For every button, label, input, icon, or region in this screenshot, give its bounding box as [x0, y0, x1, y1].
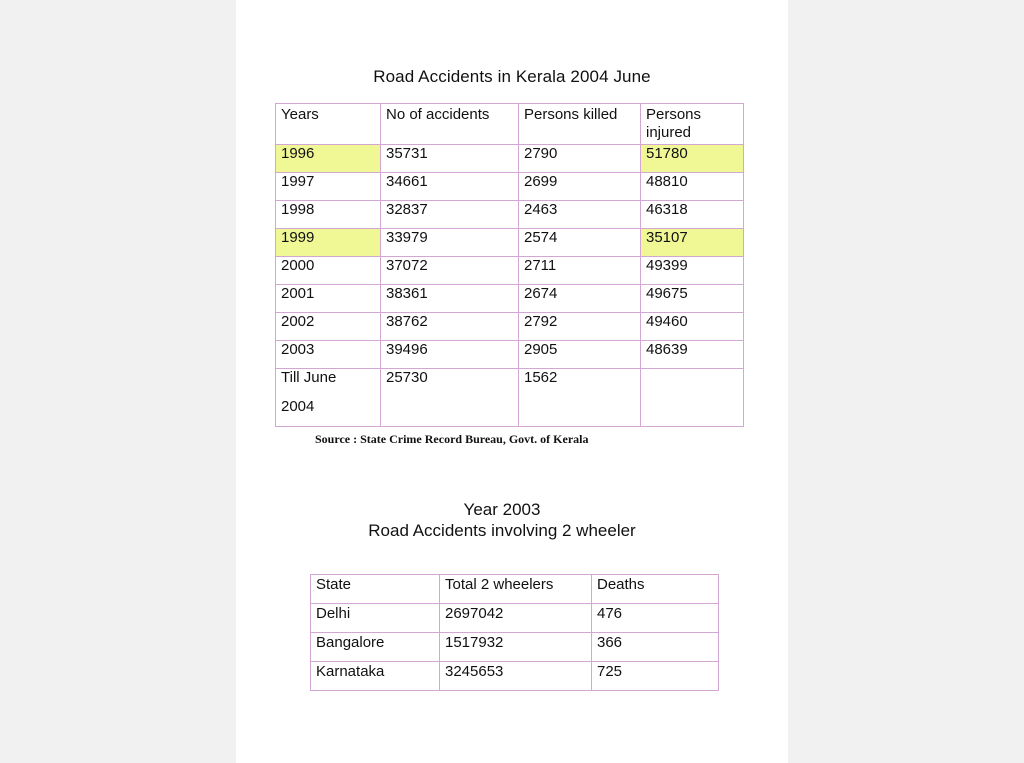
table-row — [276, 145, 744, 173]
killed-cell: 2699 — [519, 173, 641, 201]
injured-cell: 49675 — [641, 285, 744, 313]
killed-cell: 2674 — [519, 285, 641, 313]
killed-cell: 2574 — [519, 229, 641, 257]
table2-title — [236, 499, 768, 541]
two-wheeler-table-body — [311, 575, 719, 691]
year-cell: 1997 — [276, 173, 381, 201]
header-total-2-wheelers: Total 2 wheelers — [440, 575, 592, 604]
accidents-cell: 37072 — [381, 257, 519, 285]
kerala-accidents-table-body — [276, 104, 744, 427]
killed-cell: 2790 — [519, 145, 641, 173]
source-note: Source : State Crime Record Bureau, Govt. of Kerala — [315, 432, 589, 446]
injured-cell: 51780 — [641, 145, 744, 173]
total-cell: 3245653 — [440, 662, 592, 691]
table-row — [276, 173, 744, 201]
table-header-row — [276, 104, 744, 145]
year-cell: 1998 — [276, 201, 381, 229]
year-cell: 1996 — [276, 145, 381, 173]
accidents-cell: 33979 — [381, 229, 519, 257]
kerala-accidents-table — [275, 103, 744, 427]
table2-title-line1: Year 2003 — [463, 500, 541, 519]
injured-cell: 35107 — [641, 229, 744, 257]
table-row — [276, 229, 744, 257]
table-row — [276, 201, 744, 229]
killed-cell: 2792 — [519, 313, 641, 341]
year-cell: 2003 — [276, 341, 381, 369]
accidents-cell: 39496 — [381, 341, 519, 369]
table-row — [276, 313, 744, 341]
year-line2: 2004 — [281, 398, 315, 415]
table-row — [276, 369, 744, 427]
accidents-cell: 35731 — [381, 145, 519, 173]
table1-title: Road Accidents in Kerala 2004 June — [373, 67, 651, 86]
accidents-cell: 32837 — [381, 201, 519, 229]
killed-cell: 2905 — [519, 341, 641, 369]
two-wheeler-table — [310, 574, 719, 691]
year-line1: Till June — [281, 369, 337, 386]
total-cell: 2697042 — [440, 604, 592, 633]
injured-cell — [641, 369, 744, 427]
injured-cell: 48810 — [641, 173, 744, 201]
year-cell: 2000 — [276, 257, 381, 285]
killed-cell: 2463 — [519, 201, 641, 229]
state-cell: Bangalore — [311, 633, 440, 662]
accidents-cell: 38762 — [381, 313, 519, 341]
header-state: State — [311, 575, 440, 604]
killed-cell: 1562 — [519, 369, 641, 427]
header-persons-injured: Persons injured — [641, 104, 744, 145]
header-persons-killed: Persons killed — [519, 104, 641, 145]
deaths-cell: 366 — [592, 633, 719, 662]
header-deaths: Deaths — [592, 575, 719, 604]
table-row — [276, 341, 744, 369]
header-years: Years — [276, 104, 381, 145]
state-cell: Delhi — [311, 604, 440, 633]
killed-cell: 2711 — [519, 257, 641, 285]
table-row — [311, 633, 719, 662]
table2-title-line2: Road Accidents involving 2 wheeler — [368, 521, 636, 540]
header-no-of-accidents: No of accidents — [381, 104, 519, 145]
injured-cell: 46318 — [641, 201, 744, 229]
state-cell: Karnataka — [311, 662, 440, 691]
accidents-cell: 34661 — [381, 173, 519, 201]
year-cell — [276, 369, 381, 427]
deaths-cell: 476 — [592, 604, 719, 633]
deaths-cell: 725 — [592, 662, 719, 691]
accidents-cell: 25730 — [381, 369, 519, 427]
table-header-row — [311, 575, 719, 604]
table-row — [311, 604, 719, 633]
injured-cell: 49399 — [641, 257, 744, 285]
table-row — [276, 285, 744, 313]
table-row — [276, 257, 744, 285]
injured-cell: 48639 — [641, 341, 744, 369]
table-row — [311, 662, 719, 691]
year-cell: 2001 — [276, 285, 381, 313]
year-cell: 1999 — [276, 229, 381, 257]
year-cell: 2002 — [276, 313, 381, 341]
accidents-cell: 38361 — [381, 285, 519, 313]
injured-cell: 49460 — [641, 313, 744, 341]
total-cell: 1517932 — [440, 633, 592, 662]
